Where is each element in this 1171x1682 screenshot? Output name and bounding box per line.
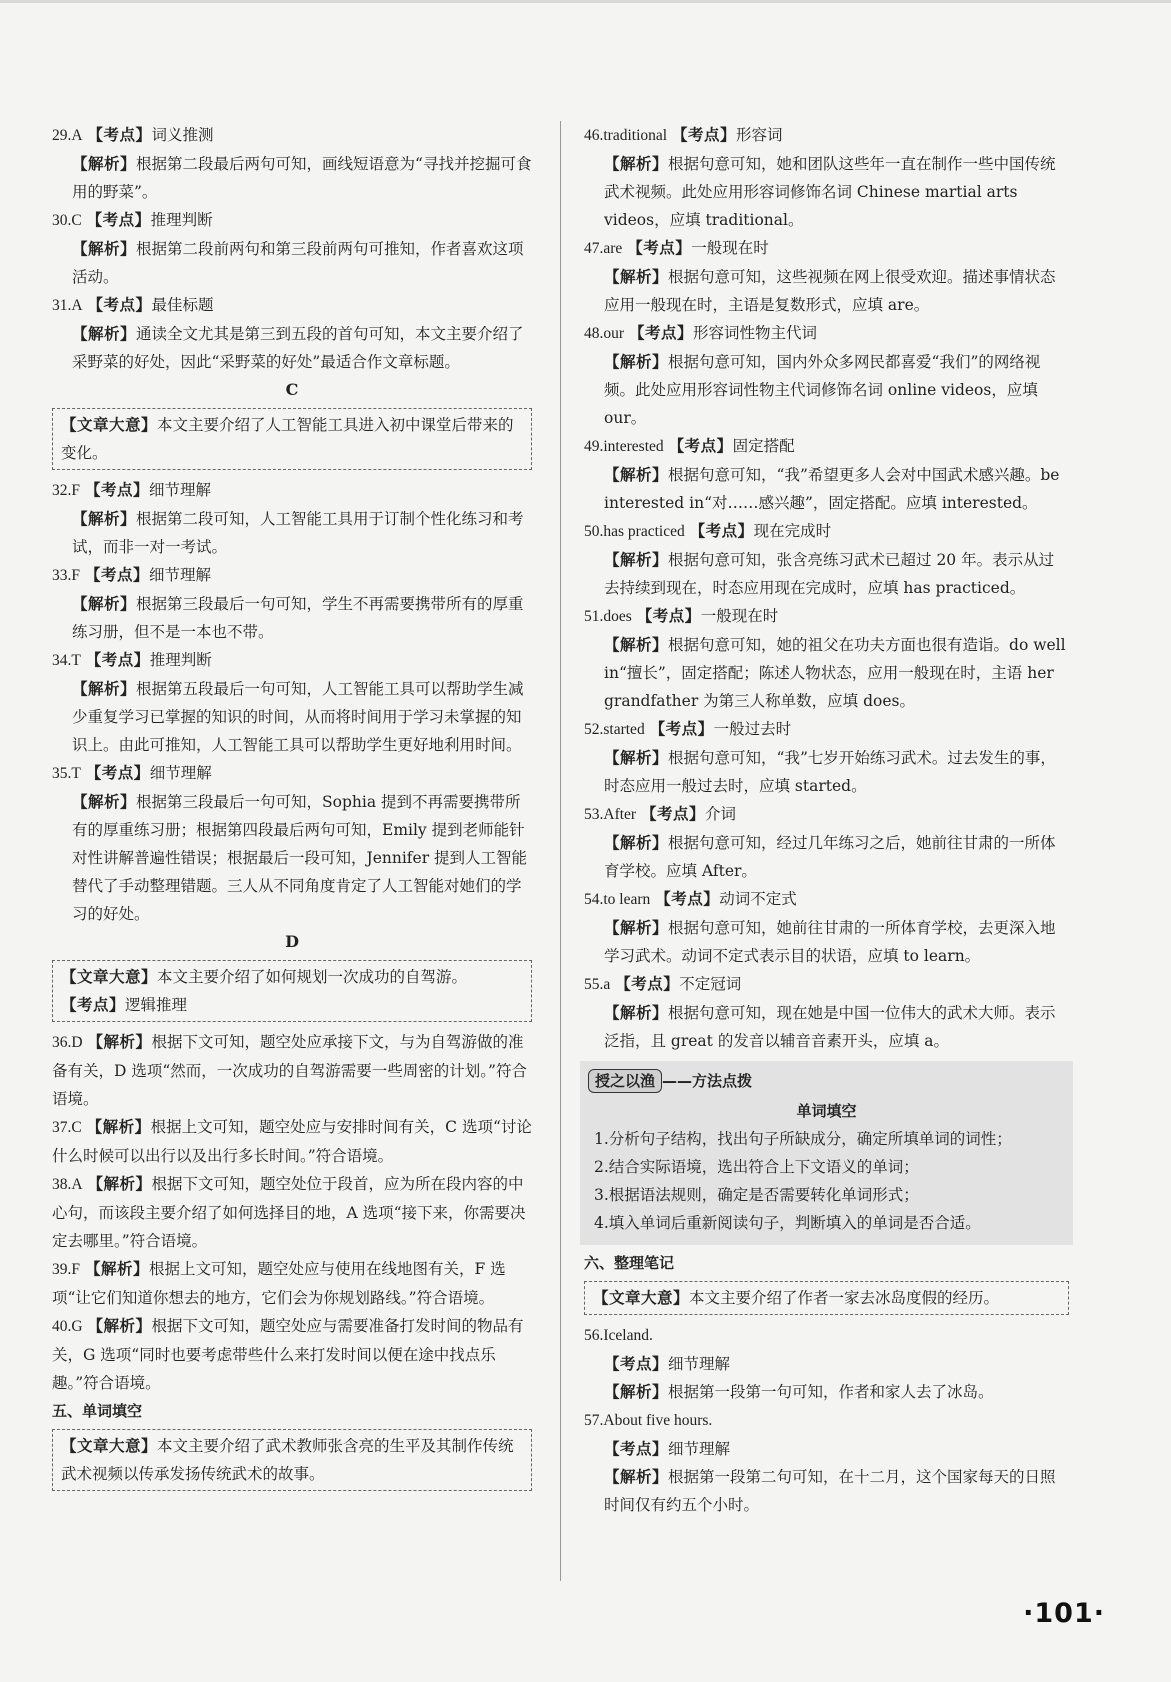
answer-49: 49.interested 【考点】固定搭配 (584, 436, 795, 455)
method-tips-header (588, 1067, 1065, 1095)
analysis-50: 【解析】根据句意可知，张含亮练习武术已超过 20 年。表示从过去持续到现在，时态应用现在完成时，应填 has practiced。 (604, 550, 1055, 597)
answer-54: 54.to learn 【考点】动词不定式 (584, 889, 797, 908)
analysis-48: 【解析】根据句意可知，国内外众多网民都喜爱“我们”的网络视频。此处应用形容词性物主代词修饰名词 online videos，应填 our。 (604, 352, 1041, 427)
answer-50: 50.has practiced 【考点】现在完成时 (584, 521, 832, 540)
answer-53: 53.After 【考点】介词 (584, 804, 737, 823)
method-title: 单词填空 (796, 1102, 857, 1120)
analysis-52: 【解析】根据句意可知，“我”七岁开始练习武术。过去发生的事，时态应用一般过去时，应填 started。 (604, 748, 1056, 795)
analysis-47: 【解析】根据句意可知，这些视频在网上很受欢迎。描述事情状态应用一般现在时，主语是复数形式，应填 are。 (604, 267, 1056, 314)
analysis-33: 【解析】根据第三段最后一句可知，学生不再需要携带所有的厚重练习册，但不是一本也不带。 (72, 594, 524, 641)
method-subtitle: ——方法点拨 (662, 1072, 753, 1090)
analysis-54: 【解析】根据句意可知，她前往甘肃的一所体育学校，去更深入地学习武术。动词不定式表示目的状语，应填 to learn。 (604, 918, 1056, 965)
analysis-55: 【解析】根据句意可知，现在她是中国一位伟大的武术大师。表示泛指，且 great 的发音以辅音音素开头，应填 a。 (604, 1003, 1056, 1050)
answer-35: 35.T 【考点】细节理解 (52, 763, 212, 782)
analysis-35: 【解析】根据第三段最后一句可知，Sophia 提到不再需要携带所有的厚重练习册；根据第四段最后两句可知，Emily 提到老师能针对性讲解普遍性错误；根据最后一段可知，Jennifer 提到人工智能替代了手动整理错题。三人从不同角度肯定了人工智能对她们的学习的好处。 (72, 792, 528, 923)
top-border (0, 0, 1171, 3)
keypoint-56: 【考点】细节理解 (604, 1354, 731, 1373)
left-column (52, 121, 532, 1497)
section-d-heading: D (285, 932, 299, 951)
answer-56: 56.Iceland. (584, 1327, 653, 1344)
analysis-56: 【解析】根据第一段第一句可知，作者和家人去了冰岛。 (604, 1382, 994, 1401)
method-item: 3.根据语法规则，确定是否需要转化单词形式； (594, 1186, 919, 1204)
answer-52: 52.started 【考点】一般过去时 (584, 719, 792, 738)
analysis-53: 【解析】根据句意可知，经过几年练习之后，她前往甘肃的一所体育学校。应填 After。 (604, 833, 1056, 880)
answer-40: 40.G 【解析】根据下文可知，题空处应与需要准备打发时间的物品有关，G 选项“同时也要考虑带些什么来打发时间以便在途中找点乐趣。”符合语境。 (52, 1316, 524, 1392)
answer-57: 57.About five hours. (584, 1412, 713, 1429)
answer-47: 47.are 【考点】一般现在时 (584, 238, 769, 257)
answer-34: 34.T 【考点】推理判断 (52, 650, 212, 669)
column-divider (560, 121, 561, 1581)
answer-55: 55.a 【考点】不定冠词 (584, 974, 742, 993)
method-tips-panel (580, 1061, 1073, 1245)
answer-36: 36.D 【解析】根据下文可知，题空处应承接下文，与为自驾游做的准备有关，D 选项“然而，一次成功的自驾游需要一些周密的计划。”符合语境。 (52, 1032, 527, 1108)
analysis-34: 【解析】根据第五段最后一句可知，人工智能工具可以帮助学生减少重复学习已掌握的知识的时间，从而将时间用于学习未掌握的知识上。由此可推知，人工智能工具可以帮助学生更好地利用时间。 (72, 679, 524, 754)
answer-51: 51.does 【考点】一般现在时 (584, 606, 779, 625)
section-d-summary-box: 【文章大意】本文主要介绍了如何规划一次成功的自驾游。 【考点】逻辑推理 (52, 960, 532, 1022)
answer-29: 29.A 【考点】词义推测 (52, 125, 214, 144)
analysis-46: 【解析】根据句意可知，她和团队这些年一直在制作一些中国传统武术视频。此处应用形容词修饰名词 Chinese martial arts videos，应填 traditional。 (604, 154, 1056, 229)
answer-37: 37.C 【解析】根据上文可知，题空处应与安排时间有关，C 选项“讨论什么时候可以出行以及出行多长时间。”符合语境。 (52, 1117, 532, 1165)
analysis-57: 【解析】根据第一段第二句可知，在十二月，这个国家每天的日照时间仅有约五个小时。 (604, 1467, 1056, 1514)
analysis-30: 【解析】根据第二段前两句和第三段前两句可推知，作者喜欢这项活动。 (72, 239, 524, 286)
answer-30: 30.C 【考点】推理判断 (52, 210, 213, 229)
right-column (584, 121, 1069, 1519)
answer-46: 46.traditional 【考点】形容词 (584, 125, 783, 144)
analysis-32: 【解析】根据第二段可知，人工智能工具用于订制个性化练习和考试，而非一对一考试。 (72, 509, 524, 556)
section-six-summary-box: 【文章大意】本文主要介绍了作者一家去冰岛度假的经历。 (584, 1281, 1069, 1315)
answer-39: 39.F 【解析】根据上文可知，题空处应与使用在线地图有关，F 选项“让它们知道你想去的地方，它们会为你规划路线。”符合语境。 (52, 1259, 506, 1307)
section-five-summary-box: 【文章大意】本文主要介绍了武术教师张含亮的生平及其制作传统武术视频以传承发扬传统武术的故事。 (52, 1429, 532, 1491)
method-item: 1.分析句子结构，找出句子所缺成分，确定所填单词的词性； (594, 1130, 1012, 1148)
analysis-29: 【解析】根据第二段最后两句可知，画线短语意为“寻找并挖掘可食用的野菜”。 (72, 154, 532, 201)
method-label-badge: 授之以渔 (588, 1069, 662, 1093)
answer-38: 38.A 【解析】根据下文可知，题空处位于段首，应为所在段内容的中心句，而该段主要介绍了如何选择目的地，A 选项“接下来，你需要决定去哪里。”符合语境。 (52, 1174, 526, 1250)
answer-31: 31.A 【考点】最佳标题 (52, 295, 214, 314)
method-item: 4.填入单词后重新阅读句子，判断填入的单词是否合适。 (594, 1214, 981, 1232)
section-six-heading: 六、整理笔记 (584, 1254, 675, 1272)
analysis-49: 【解析】根据句意可知，“我”希望更多人会对中国武术感兴趣。be interested in“对……感兴趣”，固定搭配。应填 interested。 (604, 465, 1060, 512)
analysis-31: 【解析】通读全文尤其是第三到五段的首句可知，本文主要介绍了采野菜的好处，因此“采野菜的好处”最适合作文章标题。 (72, 324, 524, 371)
page-number: ·101· (1023, 1598, 1105, 1629)
section-five-heading: 五、单词填空 (52, 1402, 143, 1420)
section-c-heading: C (285, 380, 299, 399)
keypoint-57: 【考点】细节理解 (604, 1439, 731, 1458)
answer-48: 48.our 【考点】形容词性物主代词 (584, 323, 818, 342)
method-item: 2.结合实际语境，选出符合上下文语义的单词； (594, 1158, 919, 1176)
section-c-summary-box: 【文章大意】本文主要介绍了人工智能工具进入初中课堂后带来的变化。 (52, 408, 532, 470)
answer-33: 33.F 【考点】细节理解 (52, 565, 211, 584)
analysis-51: 【解析】根据句意可知，她的祖父在功夫方面也很有造诣。do well in“擅长”，固定搭配；陈述人物状态，应用一般现在时，主语 her grandfather 为第三人称单数，应填 does。 (604, 635, 1066, 710)
answer-32: 32.F 【考点】细节理解 (52, 480, 211, 499)
